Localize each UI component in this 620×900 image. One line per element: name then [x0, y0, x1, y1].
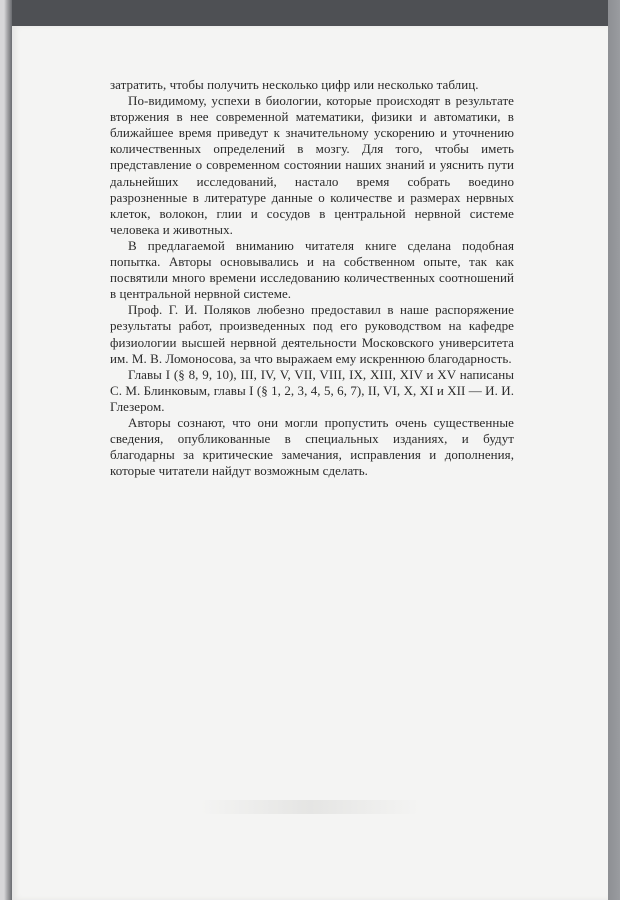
- scan-left-border: [0, 0, 12, 900]
- paragraph-closing: Авторы сознают, что они могли пропустить очень существенные сведения, опубликованные в специальных изданиях, и будут благодарны за критические замечания, исправления и дополнения, которые читатели найдут возможным сделать.: [110, 414, 514, 479]
- paragraph-attempt: В предлагаемой вниманию читателя книге сделана подобная попытка. Авторы основывались и на собственном опыте, так как посвятили много времени исследованию количественных соотношений в центральной нервной системе.: [110, 237, 514, 302]
- paragraph-biology: По-видимому, успехи в биологии, которые происходят в результате вторжения в нее современной математики, физики и автоматики, в ближайшее время приведут к значительному ускорению и уточнению количественных определений в мозгу. Для того, чтобы иметь представление о современном состоянии наших знаний и уяснить пути дальнейших исследований, настало время собрать воедино разрозненные в литературе данные о количестве и размерах нервных клеток, волокон, глии и сосудов в центральной нервной системе человека и животных.: [110, 93, 514, 237]
- scan-top-border: [0, 0, 620, 26]
- paragraph-acknowledgement: Проф. Г. И. Поляков любезно предоставил в наше распоряжение результаты работ, произведенных под его руководством на кафедре физиологии высшей нервной деятельности Московского университета им. М. В. Ломоносова, за что выражаем ему искреннюю благодарность.: [110, 302, 514, 366]
- paragraph-authorship: Главы I (§ 8, 9, 10), III, IV, V, VII, VIII, IX, XIII, XIV и XV написаны С. М. Блинковым, главы I (§ 1, 2, 3, 4, 5, 6, 7), II, VI, X, XI и XII — И. И. Глезером.: [110, 366, 514, 414]
- scan-right-border: [608, 0, 620, 900]
- body-text: [110, 77, 514, 479]
- bleed-through-mark: [200, 800, 420, 814]
- paragraph-continuation: затратить, чтобы получить несколько цифр или несколько таблиц.: [110, 77, 479, 92]
